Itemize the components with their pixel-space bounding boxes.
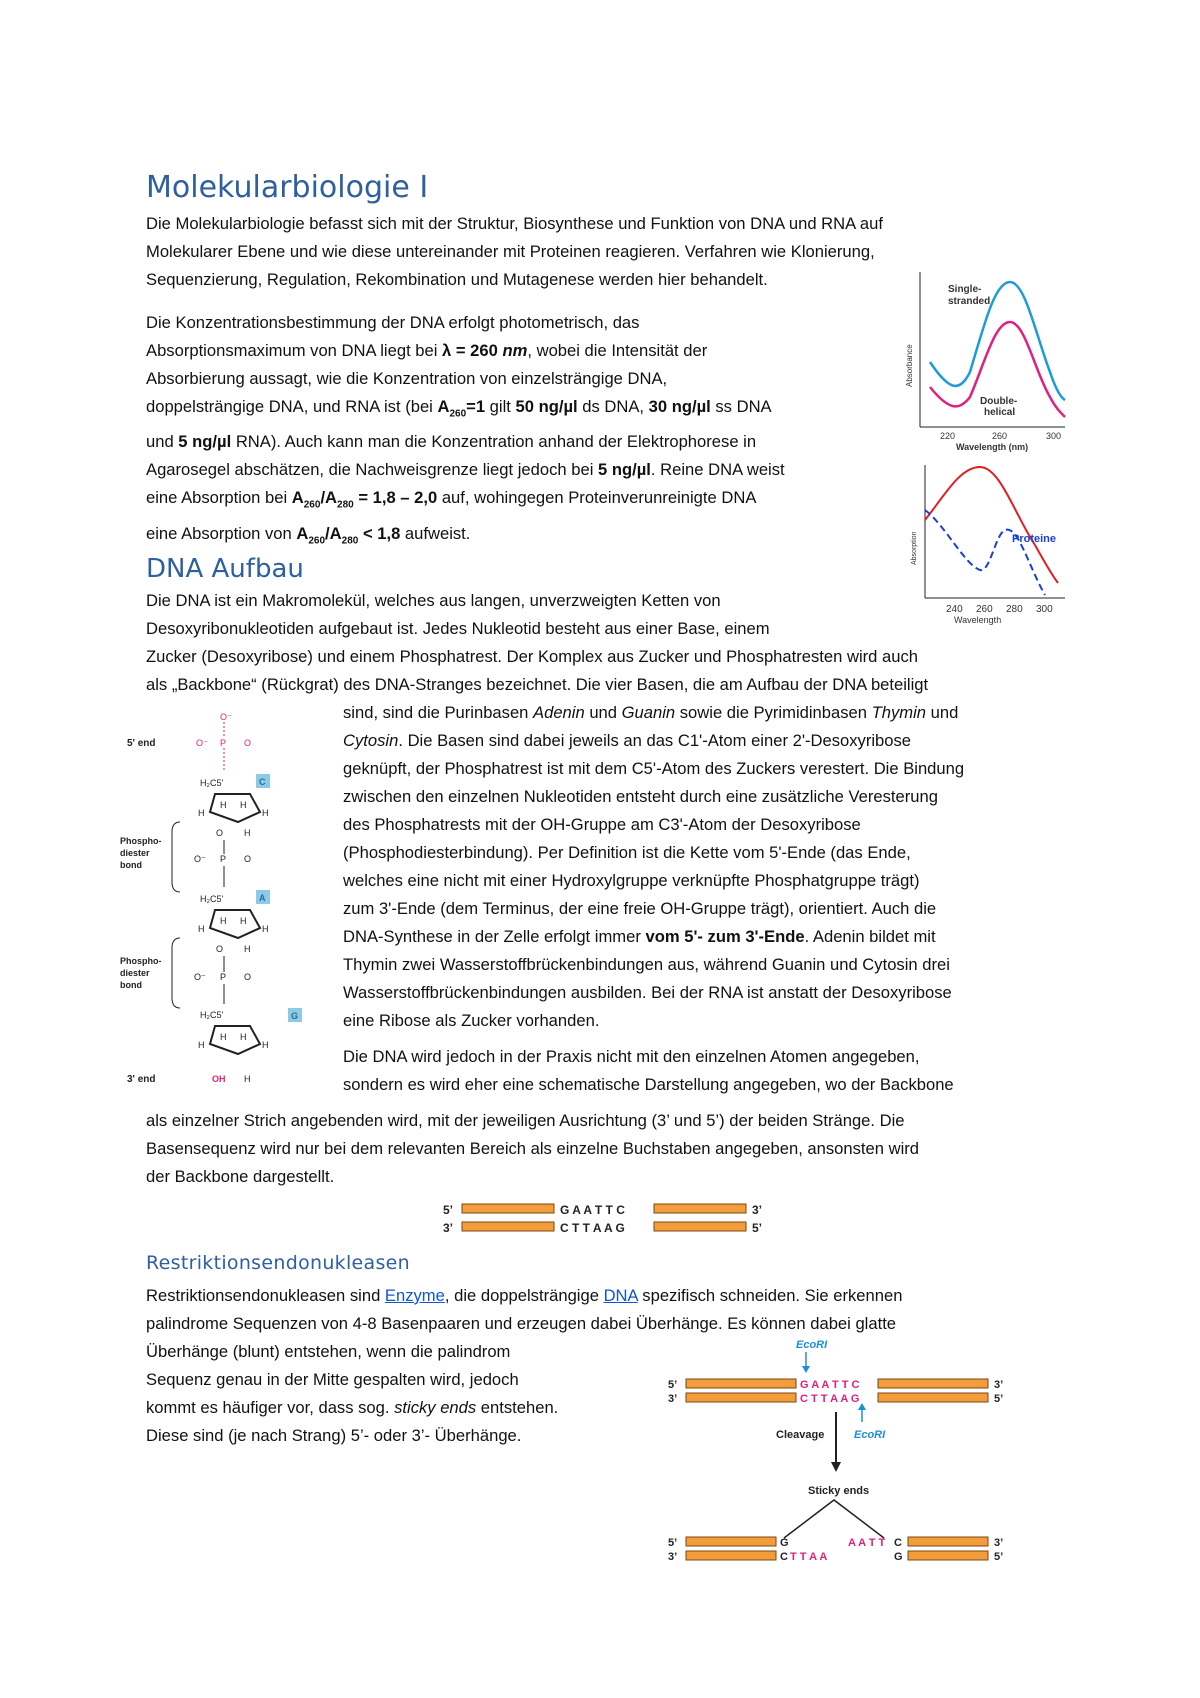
five-prime-end-label: 5' end — [127, 738, 156, 749]
ecori-cleavage-figure — [664, 1336, 1024, 1568]
three-prime-label: 3’ — [668, 1551, 678, 1563]
h-label: H — [198, 808, 205, 818]
section-heading-dna-aufbau: DNA Aufbau — [146, 554, 304, 584]
backbone-bar — [908, 1537, 988, 1546]
three-prime-label: 3’ — [668, 1393, 678, 1405]
h-label: H — [220, 1032, 227, 1042]
aatt-overhang: A A T T — [848, 1537, 886, 1549]
text-line: palindrome Sequenzen von 4-8 Basenpaaren und erzeugen dabei Überhänge. Es können dabei glatte — [146, 1314, 897, 1333]
h-label: H — [262, 924, 269, 934]
backbone-bar — [908, 1551, 988, 1560]
nucleotide-chain-figure — [120, 712, 330, 1092]
text-line: sondern es wird eher eine schematische Darstellung angegeben, wo der Backbone — [343, 1075, 954, 1094]
double-helical-label: Double- — [980, 396, 1018, 407]
backbone-bar — [878, 1393, 988, 1402]
tick-label: 300 — [1046, 431, 1062, 441]
h-label: H — [220, 916, 227, 926]
h-label: H — [240, 916, 247, 926]
double-helical-label-2: helical — [984, 407, 1016, 418]
text-line: der Backbone dargestellt. — [146, 1167, 335, 1186]
text-line: Basensequenz wird nur bei dem relevanten Bereich als einzelne Buchstaben angegeben, ansonsten wird — [146, 1139, 920, 1158]
cleavage-label: Cleavage — [776, 1429, 825, 1441]
backbone-bar — [686, 1551, 776, 1560]
h-label: H — [220, 800, 227, 810]
ttaa-overhang: T T A A — [790, 1551, 828, 1563]
strand-schematic-figure — [440, 1198, 770, 1240]
text-line: kommt es häufiger vor, dass sog. sticky ends entstehen. — [146, 1398, 559, 1417]
text-line: Restriktionsendonukleasen sind Enzyme, die doppelsträngige DNA spezifisch schneiden. Sie erkennen — [146, 1286, 903, 1305]
text-line: zwischen den einzelnen Nukleotiden entsteht durch eine zusätzliche Veresterung — [343, 787, 938, 806]
text-line: als einzelner Strich angebenden wird, mit der jeweiligen Ausrichtung (3’ und 5’) der beiden Stränge. Die — [146, 1111, 905, 1130]
text-line: Thymin zwei Wasserstoffbrückenbindungen aus, während Guanin und Cytosin drei — [343, 955, 950, 974]
five-prime-label: 5’ — [994, 1551, 1004, 1563]
text-line: zum 3'-Ende (dem Terminus, der eine freie OH-Gruppe trägt), orientiert. Auch die — [343, 899, 937, 918]
o-label: O — [244, 972, 252, 982]
five-prime-label: 5’ — [752, 1221, 763, 1235]
h-label: H — [198, 1040, 205, 1050]
o-label: O — [216, 944, 224, 954]
backbone-bar — [686, 1537, 776, 1546]
sequence-bottom: C T T A A G — [800, 1393, 860, 1405]
text-line: Desoxyribonukleotiden aufgebaut ist. Jedes Nukleotid besteht aus einer Base, einem — [146, 619, 770, 638]
p-label: P — [220, 972, 227, 982]
backbone-bar — [878, 1379, 988, 1388]
y-axis-label: Absorbance — [905, 344, 914, 387]
o-label: O — [244, 854, 252, 864]
o-label: O — [244, 738, 252, 748]
h-label: H — [262, 1040, 269, 1050]
text-line: Cytosin. Die Basen sind dabei jeweils an das C1'-Atom einer 2'-Desoxyribose — [343, 731, 912, 750]
p-label: P — [220, 854, 227, 864]
phosphodiester-label: bond — [120, 860, 142, 870]
section-heading-restriktion: Restriktionsendonukleasen — [146, 1252, 411, 1274]
bond-bracket — [172, 938, 180, 1008]
base-g-label: G — [291, 1011, 299, 1021]
h-label: H — [240, 800, 247, 810]
page-title: Molekularbiologie I — [146, 170, 429, 205]
three-prime-label: 3’ — [994, 1537, 1004, 1549]
backbone-bar — [654, 1222, 746, 1231]
ecori-label: EcoRI — [796, 1339, 828, 1351]
backbone-bar — [462, 1204, 554, 1213]
text-line: Die DNA wird jedoch in der Praxis nicht mit den einzelnen Atomen angegeben, — [343, 1047, 920, 1066]
text-line: eine Ribose als Zucker vorhanden. — [343, 1011, 600, 1030]
five-prime-label: 5’ — [668, 1537, 678, 1549]
text-line: geknüpft, der Phosphatrest ist mit dem C5'-Atom des Zuckers verestert. Die Bindung — [343, 759, 965, 778]
tick-label: 300 — [1036, 604, 1053, 615]
text-line: Die DNA ist ein Makromolekül, welches aus langen, unverzweigten Ketten von — [146, 591, 721, 610]
base-a-label: A — [259, 893, 266, 903]
text-line: DNA-Synthese in der Zelle erfolgt immer vom 5'- zum 3'-Ende. Adenin bildet mit — [343, 927, 936, 946]
g-label: G — [780, 1537, 789, 1549]
intro-line: Molekularer Ebene und wie diese untereinander mit Proteinen reagieren. Verfahren wie Klonierung, — [146, 242, 875, 261]
concentration-paragraph — [146, 309, 785, 555]
backbone-bar — [462, 1222, 554, 1231]
sequence-top: G A A T T C — [560, 1203, 625, 1217]
o-minus-label: O⁻ — [194, 972, 206, 982]
dna-curve — [925, 467, 1058, 583]
h-label: H — [244, 1074, 251, 1084]
five-prime-label: 5’ — [668, 1379, 678, 1391]
text-line: Sequenz genau in der Mitte gespalten wird, jedoch — [146, 1370, 519, 1389]
backbone-bar — [654, 1204, 746, 1213]
c-label: C — [780, 1551, 788, 1563]
text-line: Zucker (Desoxyribose) und einem Phosphatrest. Der Komplex aus Zucker und Phosphatresten wird auch — [146, 647, 918, 666]
tick-label: 220 — [940, 431, 956, 441]
five-prime-label: 5’ — [443, 1203, 454, 1217]
text-line: welches eine nicht mit einer Hydroxylgruppe verknüpfte Phosphatgruppe trägt) — [343, 871, 920, 890]
h-label: H — [244, 828, 251, 838]
o-minus-label: O⁻ — [196, 738, 208, 748]
tick-label: 280 — [1006, 604, 1023, 615]
dna-aufbau-indented — [343, 699, 964, 1099]
h-label: H — [198, 924, 205, 934]
link-dna[interactable]: DNA — [603, 1286, 638, 1305]
text-line: Diese sind (je nach Strang) 5’- oder 3’- Überhänge. — [146, 1426, 522, 1445]
five-prime-label: 5’ — [994, 1393, 1004, 1405]
x-axis-label: Wavelength — [954, 615, 1002, 625]
three-prime-label: 3’ — [994, 1379, 1004, 1391]
h-label: H — [244, 944, 251, 954]
intro-paragraph — [146, 210, 883, 294]
bond-bracket — [172, 822, 180, 892]
p-label: P — [220, 738, 227, 748]
phosphodiester-label: Phospho- — [120, 956, 162, 966]
ch2-label: H₂C5' — [200, 894, 224, 904]
backbone-bar — [686, 1393, 796, 1402]
text-line: Absorptionsmaximum von DNA liegt bei λ = 260 nm, wobei die Intensität der — [146, 341, 708, 360]
intro-line: Die Molekularbiologie befasst sich mit der Struktur, Biosynthese und Funktion von DNA und RNA auf — [146, 214, 883, 233]
o-minus-label: O⁻ — [220, 712, 232, 722]
text-line: doppelsträngige DNA, und RNA ist (bei $A_{260}=1$ gilt 50 ng/µl ds DNA, 30 ng/µl ss DNA — [146, 397, 772, 420]
tick-label: 240 — [946, 604, 963, 615]
phosphodiester-label: diester — [120, 848, 150, 858]
o-minus-label: O⁻ — [194, 854, 206, 864]
o-label: O — [216, 828, 224, 838]
g-label: G — [894, 1551, 903, 1563]
single-stranded-label: Single- — [948, 284, 982, 295]
intro-line: Sequenzierung, Regulation, Rekombination und Mutagenese werden hier behandelt. — [146, 270, 768, 289]
sequence-bottom: C T T A A G — [560, 1221, 625, 1235]
phosphodiester-label: bond — [120, 980, 142, 990]
ch2-label: H₂C5' — [200, 1010, 224, 1020]
sticky-ends-label: Sticky ends — [808, 1485, 870, 1497]
text-line: als „Backbone“ (Rückgrat) des DNA-Stranges bezeichnet. Die vier Basen, die am Aufbau der DNA beteiligt — [146, 675, 929, 694]
single-stranded-label-2: stranded — [948, 296, 991, 307]
text-line: und 5 ng/µl RNA). Auch kann man die Konzentration anhand der Elektrophorese in — [146, 432, 757, 452]
text-line: Absorbierung aussagt, wie die Konzentration von einzelsträngige DNA, — [146, 369, 668, 388]
dna-aufbau-paragraph — [146, 587, 928, 699]
text-line: sind, sind die Purinbasen Adenin und Guanin sowie die Pyrimidinbasen Thymin und — [343, 703, 959, 722]
protein-label: Proteine — [1012, 533, 1057, 545]
text-line: des Phosphatrests mit der OH-Gruppe am C3'-Atom der Desoxyribose — [343, 815, 861, 834]
base-c-label: C — [259, 777, 266, 787]
h-label: H — [262, 808, 269, 818]
uv-absorbance-figure — [900, 262, 1070, 452]
text-line: Agarosegel abschätzen, die Nachweisgrenze liegt jedoch bei 5 ng/µl. Reine DNA weist — [146, 460, 785, 480]
text-line: Wasserstoffbrückenbindungen ausbilden. Bei der RNA ist anstatt der Desoxyribose — [343, 983, 952, 1002]
tick-label: 260 — [976, 604, 993, 615]
protein-curve — [925, 510, 1045, 595]
text-line: Überhänge (blunt) entstehen, wenn die palindrom — [146, 1342, 511, 1361]
text-line: eine Absorption von $A_{260}/A_{280} < 1,8$ aufweist. — [146, 523, 471, 546]
sequence-top: G A A T T C — [800, 1379, 860, 1391]
dna-aufbau-paragraph-2 — [146, 1107, 919, 1191]
phosphodiester-label: Phospho- — [120, 836, 162, 846]
text-line: (Phosphodiesterbindung). Per Definition ist die Kette vom 5'-Ende (das Ende, — [343, 843, 911, 862]
ch2-label: H₂C5' — [200, 778, 224, 788]
oh-label: OH — [212, 1074, 226, 1084]
three-prime-label: 3’ — [443, 1221, 454, 1235]
y-axis-label: Absorption — [911, 531, 918, 565]
h-label: H — [240, 1032, 247, 1042]
link-enzyme[interactable]: Enzyme — [384, 1286, 445, 1305]
backbone-bar — [686, 1379, 796, 1388]
three-prime-label: 3’ — [752, 1203, 763, 1217]
three-prime-end-label: 3' end — [127, 1074, 156, 1085]
phosphodiester-label: diester — [120, 968, 150, 978]
text-line: Die Konzentrationsbestimmung der DNA erfolgt photometrisch, das — [146, 313, 640, 332]
x-axis-label: Wavelength (nm) — [956, 442, 1029, 452]
text-line: eine Absorption bei $A_{260}/A_{280} = 1,8 - 2,0$ auf, wohingegen Proteinverunreinigte DNA — [146, 488, 757, 511]
tick-label: 260 — [992, 431, 1008, 441]
c-label: C — [894, 1537, 902, 1549]
ecori-label: EcoRI — [854, 1429, 886, 1441]
